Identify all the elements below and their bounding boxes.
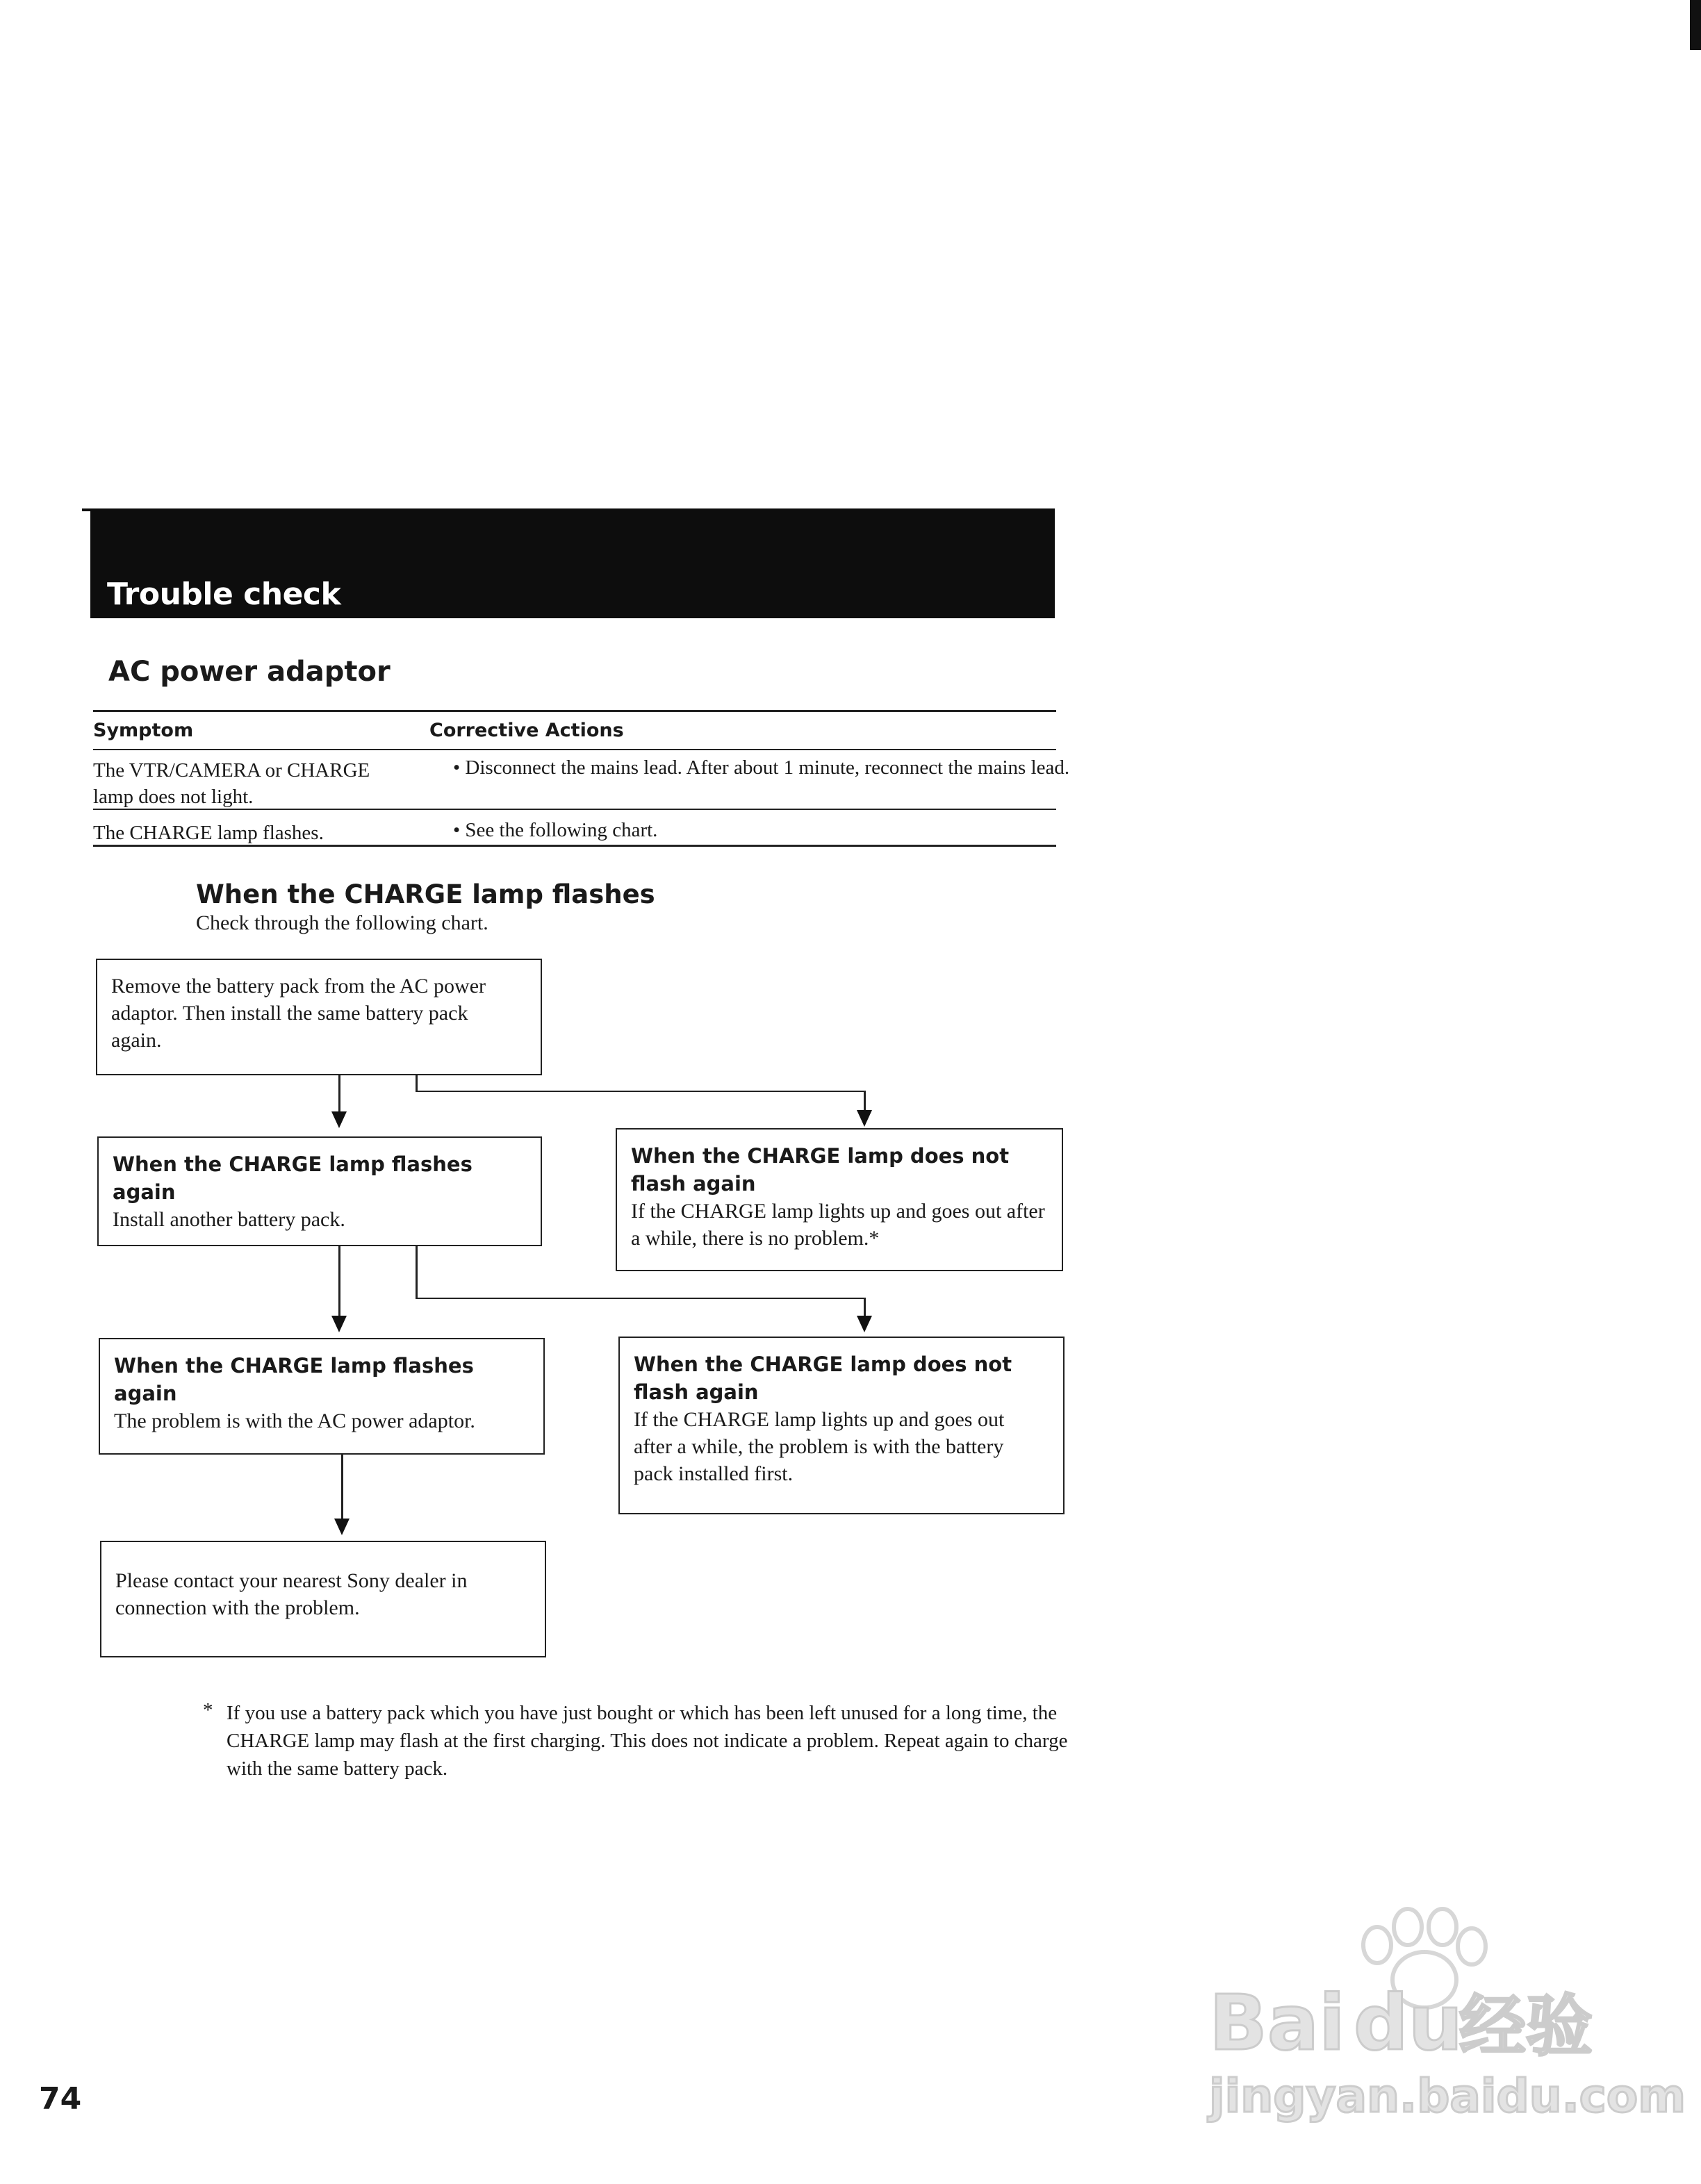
connector-line [338, 1075, 340, 1114]
flowchart-box-text: If the CHARGE lamp lights up and goes out after a while, the problem is with the battery pack installed first. [634, 1408, 1005, 1485]
flowchart-box-text: If the CHARGE lamp lights up and goes out after a while, there is no problem.* [631, 1200, 1045, 1250]
table-bottom-rule [93, 845, 1056, 847]
table-cell-action: • Disconnect the mains lead. After about 1 minute, reconnect the mains lead. [453, 756, 1070, 779]
baidu-watermark-logo [1195, 1903, 1686, 2126]
subsection-title: When the CHARGE lamp flashes [196, 879, 655, 909]
flowchart-end-text: Please contact your nearest Sony dealer in connection with the problem. [115, 1569, 468, 1619]
connector-line [416, 1246, 418, 1299]
flowchart-box-title: When the CHARGE lamp flashes again [113, 1152, 472, 1204]
arrow-down-icon [331, 1111, 347, 1128]
flowchart-box-flashes-again [97, 1136, 542, 1246]
svg-text:经验: 经验 [1459, 1987, 1593, 2065]
table-header-rule [93, 749, 1056, 750]
column-header-actions: Corrective Actions [429, 720, 624, 741]
arrow-down-icon [331, 1316, 347, 1332]
connector-line [416, 1075, 418, 1092]
page-title: Trouble check [107, 577, 341, 612]
connector-line [416, 1298, 866, 1299]
connector-line [864, 1091, 866, 1111]
arrow-down-icon [334, 1519, 350, 1535]
connector-line [416, 1091, 866, 1092]
footnote-text: If you use a battery pack which you have just bought or which has been left unused for a long time, the CHARGE lamp may flash at the first charging. This does not indicate a problem. Repeat again to charge with the same battery pack. [227, 1702, 1068, 1780]
flowchart-box-not-flash-2 [618, 1337, 1065, 1514]
page-number: 74 [39, 2081, 82, 2117]
svg-text:du: du [1354, 1978, 1463, 2067]
arrow-down-icon [857, 1110, 872, 1127]
column-header-symptom: Symptom [93, 720, 194, 741]
subsection-intro: Check through the following chart. [196, 911, 488, 934]
flowchart-end-box [100, 1541, 546, 1657]
flowchart-box-title: When the CHARGE lamp does not flash again [634, 1352, 1012, 1404]
connector-line [341, 1455, 343, 1521]
flowchart-box-text: Install another battery pack. [113, 1208, 345, 1231]
table-cell-action: • See the following chart. [453, 819, 658, 841]
arrow-down-icon [857, 1316, 872, 1332]
flowchart-box-flashes-again-2 [99, 1338, 545, 1455]
flowchart-start-text: Remove the battery pack from the AC power adaptor. Then install the same battery pack again. [111, 975, 486, 1052]
svg-text:Bai: Bai [1209, 1978, 1345, 2067]
flowchart-box-title: When the CHARGE lamp flashes again [114, 1354, 474, 1405]
connector-line [338, 1246, 340, 1318]
flowchart-start-box [96, 959, 542, 1075]
svg-text:jingyan.baidu.com: jingyan.baidu.com [1209, 2069, 1686, 2123]
table-top-rule [93, 710, 1056, 712]
table-cell-symptom: The CHARGE lamp flashes. [93, 822, 324, 844]
page-edge-mark [1690, 0, 1701, 50]
table-cell-symptom: The VTR/CAMERA or CHARGE lamp does not light. [93, 759, 370, 808]
table-row-rule [93, 809, 1056, 810]
footnote-mark: * [203, 1699, 213, 1721]
section-title: AC power adaptor [108, 656, 391, 688]
flowchart-box-not-flash [616, 1128, 1063, 1271]
flowchart-box-text: The problem is with the AC power adaptor. [114, 1409, 475, 1432]
connector-line [864, 1298, 866, 1317]
flowchart-box-title: When the CHARGE lamp does not flash again [631, 1144, 1010, 1196]
